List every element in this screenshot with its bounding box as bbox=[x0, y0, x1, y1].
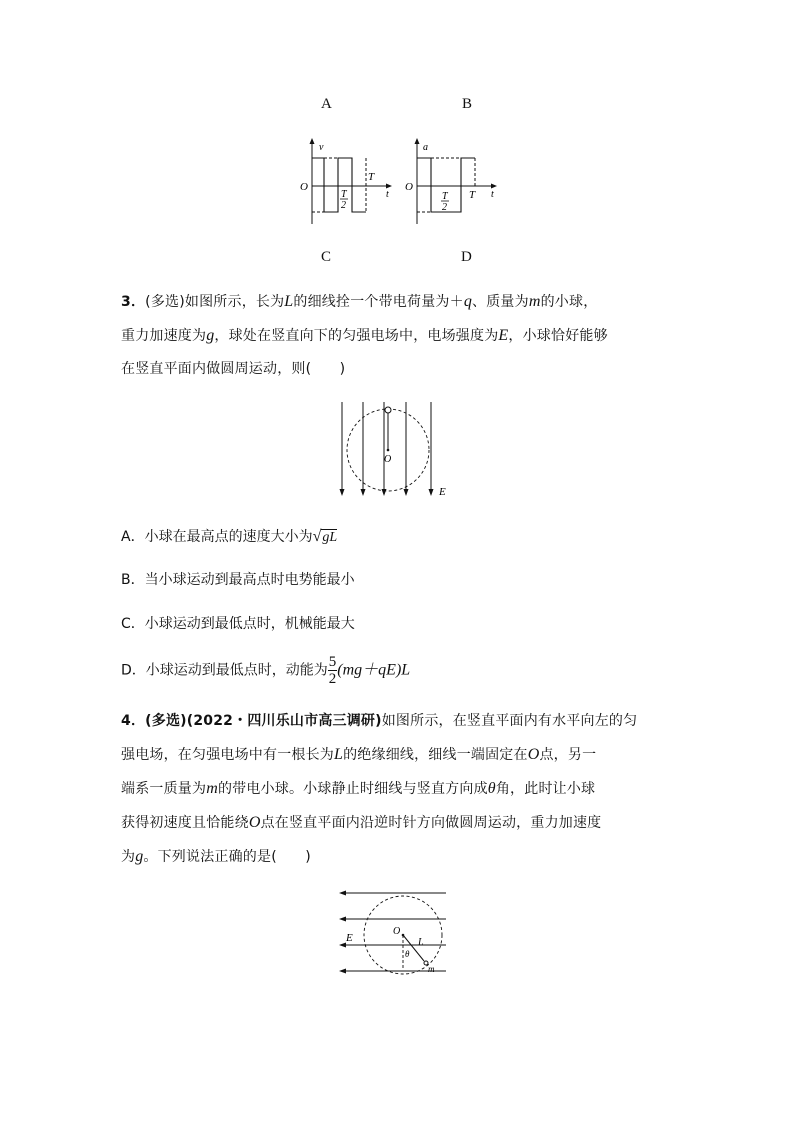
figure-4-mass: m bbox=[428, 964, 435, 974]
figure-4-field-label: E bbox=[346, 932, 353, 944]
option-label-b: B bbox=[462, 96, 473, 112]
graph-c-half-den: 2 bbox=[341, 200, 346, 211]
graph-c-origin: O bbox=[300, 181, 308, 193]
graph-c-half-num: T bbox=[341, 189, 347, 200]
option-label-c: C bbox=[321, 249, 332, 265]
graph-d-half-num: T bbox=[442, 191, 448, 202]
option-3c: C．小球运动到最低点时，机械能最大 bbox=[121, 616, 355, 632]
question-3-stem: 3．(多选)如图所示，长为L的细线拴一个带电荷量为＋q、质量为m的小球， 重力加速度为g，球处在竖直向下的匀强电场中，电场强度为E，小球恰好能够 在竖直平面内做圆周运动，则( ) bbox=[121, 293, 608, 377]
figure-3-ball bbox=[385, 407, 391, 413]
graph-d-origin: O bbox=[405, 181, 413, 193]
figure-4-origin: O bbox=[393, 926, 401, 937]
option-label-a: A bbox=[321, 96, 332, 112]
graph-d-period: T bbox=[469, 189, 476, 201]
figure-3-circle-field bbox=[332, 398, 462, 498]
question-4-number: 4． bbox=[121, 713, 146, 729]
figure-4-length: L bbox=[418, 937, 424, 948]
figure-4-circle-field bbox=[336, 885, 451, 985]
question-3-number: 3． bbox=[121, 294, 146, 310]
graph-c-period: T bbox=[368, 171, 375, 183]
figure-3-origin: O bbox=[384, 454, 392, 465]
graph-d-half-den: 2 bbox=[442, 202, 447, 213]
figure-3-field-label: E bbox=[439, 486, 446, 498]
graph-d-t-label: t bbox=[491, 189, 494, 200]
graph-d bbox=[395, 136, 505, 226]
option-3d: D．小球运动到最低点时，动能为 $\frac{5}{2}$ (mg＋qE)L bbox=[121, 654, 411, 687]
graph-c-t-arrow bbox=[386, 184, 392, 189]
graph-d-a-label: a bbox=[423, 142, 428, 153]
option-3b: B．当小球运动到最高点时电势能最小 bbox=[121, 572, 355, 588]
graph-c-v-arrow bbox=[310, 138, 315, 144]
option-label-d: D bbox=[461, 249, 472, 265]
graph-c bbox=[290, 136, 400, 226]
figure-4-angle: θ bbox=[405, 949, 410, 959]
graph-c-v-label: v bbox=[319, 142, 324, 153]
graph-c-t-label: t bbox=[386, 189, 389, 200]
question-4-stem: 4．(多选)(2022・四川乐山市高三调研)如图所示，在竖直平面内有水平向左的匀 强电场，在匀强电场中有一根长为L的绝缘细线，细线一端固定在O点，另一 端系一质量为m的带电小球。小球静止时细线与竖直方向成θ角，此时让小球 获得初速度且恰能绕O点在竖直平面内沿逆时针方向做圆周运动，重力加速度 为g。下列说法正确的是( ) bbox=[121, 713, 638, 865]
option-3a: A．小球在最高点的速度大小为√gL bbox=[121, 528, 338, 545]
graph-c-waveform bbox=[312, 158, 366, 212]
